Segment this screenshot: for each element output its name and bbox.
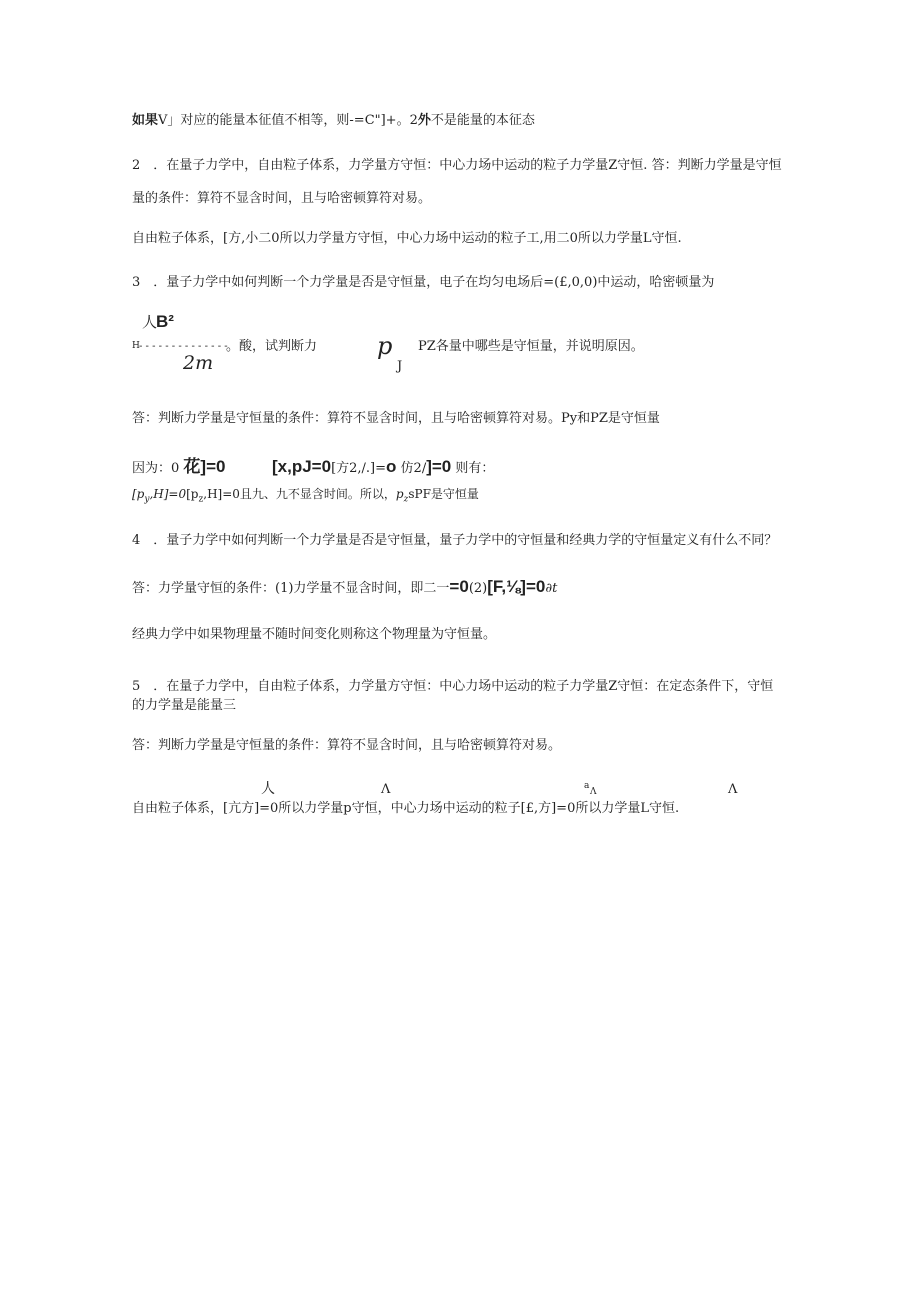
- a3-py-sub: y: [144, 494, 150, 505]
- a3-p-final: p: [395, 487, 404, 501]
- a3-because: 因为：0: [132, 461, 180, 476]
- a3-comm-2: [x,pJ=0: [272, 457, 332, 476]
- a3-line-2: [132, 458, 225, 475]
- a4-cond-2: (2): [468, 581, 488, 596]
- intro-ruguo: 如果: [132, 112, 159, 127]
- a3-line-3: [132, 488, 479, 504]
- intro-line: [132, 113, 535, 127]
- a3-then: 则有：: [455, 461, 495, 476]
- q5-line-1: 5 ．在量子力学中，自由粒子体系，力学量方守恒：中心力场中运动的粒子力学量Z守恒：在定态条件下，守恒: [132, 679, 774, 694]
- q3-h-symbol: H: [132, 341, 140, 351]
- q3-text-suan: 。酸，试判断力: [226, 339, 318, 354]
- q5-line-2: 的力学量是能量三: [132, 698, 237, 713]
- a5-line-1: 答：判断力学量是守恒量的条件：算符不显含时间，且与哈密顿算符对易。: [132, 738, 562, 753]
- a3-p-final-sub: z: [403, 494, 409, 505]
- a5-line-2: 自由粒子体系，[亢方]=0所以力学量p守恒，中心力场中运动的粒子[£,方]=0所以力学量L守恒.: [132, 801, 680, 816]
- intro-tail: 不是能量的本征态: [430, 113, 535, 128]
- a3-pz-h: ,H]=0且九、九不显含时间。所以，: [203, 487, 396, 501]
- q4-line-1: 4 ．量子力学中如何判断一个力学量是否是守恒量，量子力学中的守恒量和经典力学的守恒量定义有什么不同？: [132, 533, 778, 548]
- a3-conserved: sPF是守恒量: [408, 487, 479, 501]
- a3-py-h: ,H]=0: [149, 487, 187, 501]
- a5-hat-4: Λ: [728, 782, 738, 797]
- q3-p-symbol: p: [377, 332, 393, 360]
- q3-pz-text: PZ各量中哪些是守恒量，并说明原因。: [418, 339, 644, 354]
- q3-j-symbol: J: [397, 359, 403, 374]
- a3-pz-sub: z: [198, 494, 204, 505]
- q3-hat-ren: 人: [142, 313, 158, 331]
- a5-hat-3a: a: [584, 781, 590, 791]
- a3-comm-3: [方2,/.]=: [331, 461, 387, 476]
- a3-pz-open: [p: [186, 487, 199, 501]
- q3-fraction-line: - - - - - - - - - - - - - -: [139, 341, 228, 352]
- a3-comm-4: 仿2/: [400, 461, 427, 476]
- a4-line-2: 经典力学中如果物理量不随时间变化则称这个物理量为守恒量。: [132, 627, 497, 642]
- q3-b-squared: B²: [156, 312, 174, 331]
- intro-mid: V」对应的能量本征值不相等，则-=C"]+。2: [158, 113, 418, 128]
- a3-line-2b: [272, 458, 494, 475]
- a3-py-open: [p: [132, 487, 145, 501]
- intro-wai: 外: [417, 112, 431, 127]
- a5-hat-1: 人: [261, 781, 275, 797]
- q3-denominator-2m: 2m: [183, 352, 214, 374]
- q2-line-1: 2 ．在量子力学中，自由粒子体系，力学量方守恒：中心力场中运动的粒子力学量Z守恒. 答：判断力学量是守恒: [132, 158, 782, 173]
- a4-eq-zero: =0: [449, 577, 469, 596]
- a5-hat-2: Λ: [381, 782, 391, 797]
- a3-comm-4-end: ]=0: [426, 457, 452, 476]
- a4-line-1: [132, 578, 557, 595]
- a4-cond-text: 答：力学量守恒的条件：(1)力学量不显含时间，即二一: [132, 581, 450, 596]
- q2-line-2: 量的条件：算符不显含时间，且与哈密顿算符对易。: [132, 191, 432, 206]
- q3-line-1: 3 ．量子力学中如何判断一个力学量是否是守恒量，电子在均匀电场后=(£,0,0)中运动，哈密顿量为: [132, 275, 715, 290]
- a5-hat-3b: Λ: [590, 787, 597, 797]
- a3-line-1: 答：判断力学量是守恒量的条件：算符不显含时间，且与哈密顿算符对易。Py和PZ是守恒量: [132, 411, 660, 426]
- q2-line-3: 自由粒子体系，[方,小二0所以力学量方守恒，中心力场中运动的粒子工,用二0所以力学量L守恒.: [132, 231, 682, 246]
- a3-comm-1: 花]=0: [183, 457, 226, 476]
- a3-comm-3-o: o: [386, 457, 397, 476]
- a4-partial-t: ∂t: [545, 581, 558, 596]
- a4-commutator: [F,⅛]=0: [487, 577, 546, 596]
